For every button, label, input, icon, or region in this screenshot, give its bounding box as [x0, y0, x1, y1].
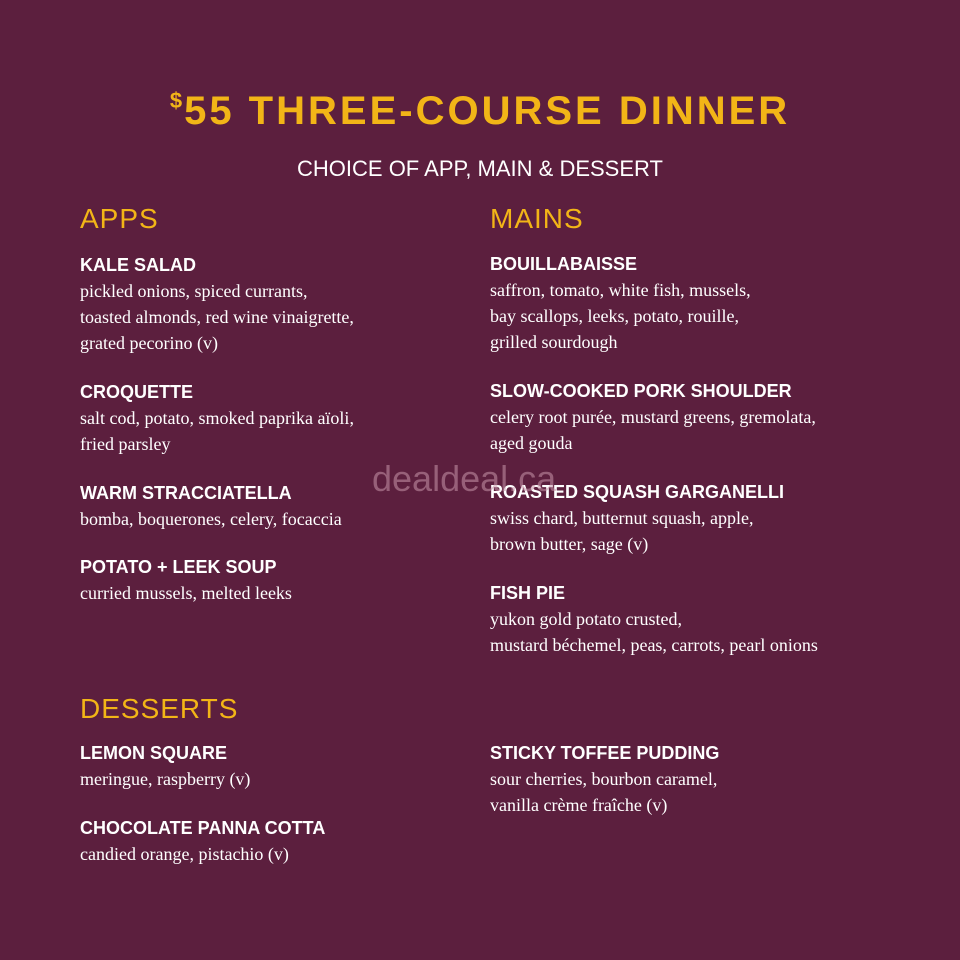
item-description [80, 506, 520, 532]
menu-item-lemon-square [80, 740, 520, 792]
description-line: toasted almonds, red wine vinaigrette, [80, 307, 354, 327]
menu-item-sticky-toffee-pudding [490, 740, 930, 818]
item-description [80, 405, 520, 457]
description-line: meringue, raspberry (v) [80, 769, 251, 789]
description-line: brown butter, sage (v) [490, 534, 649, 554]
description-line: grated pecorino (v) [80, 333, 218, 353]
description-line: yukon gold potato crusted, [490, 609, 682, 629]
item-description [490, 277, 930, 355]
item-name: SLOW-COOKED PORK SHOULDER [490, 381, 792, 401]
item-name: ROASTED SQUASH GARGANELLI [490, 482, 785, 502]
item-name: POTATO + LEEK SOUP [80, 557, 277, 577]
description-line: vanilla crème fraîche (v) [490, 795, 668, 815]
description-line: sour cherries, bourbon caramel, [490, 769, 718, 789]
menu-item-chocolate-panna-cotta [80, 815, 520, 867]
description-line: bomba, boquerones, celery, focaccia [80, 509, 342, 529]
description-line: swiss chard, butternut squash, apple, [490, 508, 754, 528]
mains-heading: MAINS [490, 203, 584, 234]
desserts-heading: DESSERTS [80, 693, 239, 724]
description-line: salt cod, potato, smoked paprika aïoli, [80, 408, 354, 428]
menu-subtitle: CHOICE OF APP, MAIN & DESSERT [297, 156, 663, 181]
item-name: WARM STRACCIATELLA [80, 483, 292, 503]
item-name: CHOCOLATE PANNA COTTA [80, 818, 326, 838]
item-name: LEMON SQUARE [80, 743, 228, 763]
menu-item-potato-leek-soup [80, 554, 520, 606]
item-name: FISH PIE [490, 583, 566, 603]
menu-item-slow-cooked-pork-shoulder [490, 378, 930, 456]
item-description [80, 580, 520, 606]
item-description [80, 766, 520, 792]
item-description [490, 505, 930, 557]
description-line: pickled onions, spiced currants, [80, 281, 308, 301]
apps-heading: APPS [80, 203, 159, 234]
description-line: fried parsley [80, 434, 171, 454]
menu-item-kale-salad [80, 252, 520, 356]
item-description [80, 278, 520, 356]
item-name: STICKY TOFFEE PUDDING [490, 743, 720, 763]
item-description [80, 841, 520, 867]
item-name: BOUILLABAISSE [490, 254, 638, 274]
menu-title-text: 55 THREE-COURSE DINNER [184, 89, 791, 133]
item-name: KALE SALAD [80, 255, 196, 275]
item-name: CROQUETTE [80, 382, 194, 402]
menu-title [0, 88, 960, 134]
description-line: grilled sourdough [490, 332, 618, 352]
description-line: aged gouda [490, 433, 573, 453]
description-line: curried mussels, melted leeks [80, 583, 292, 603]
description-line: mustard béchemel, peas, carrots, pearl onions [490, 635, 818, 655]
description-line: celery root purée, mustard greens, gremolata, [490, 407, 816, 427]
item-description [490, 404, 930, 456]
description-line: bay scallops, leeks, potato, rouille, [490, 306, 739, 326]
menu-item-bouillabaisse [490, 251, 930, 355]
description-line: saffron, tomato, white fish, mussels, [490, 280, 751, 300]
item-description [490, 766, 930, 818]
menu-item-fish-pie [490, 580, 930, 658]
menu-item-croquette [80, 379, 520, 457]
dollar-sign: $ [169, 88, 183, 113]
item-description [490, 606, 930, 658]
description-line: candied orange, pistachio (v) [80, 844, 289, 864]
watermark: dealdeal.ca [372, 458, 557, 499]
